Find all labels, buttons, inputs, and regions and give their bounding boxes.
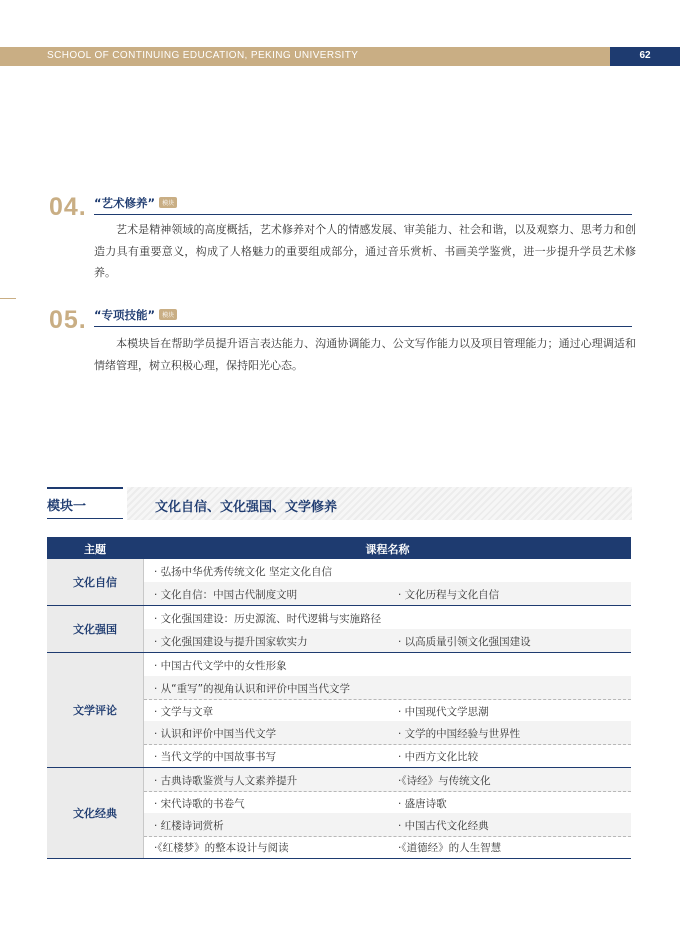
course-cell: · 中国古代文化经典 bbox=[398, 820, 489, 832]
course-cell: · 当代文学的中国故事书写 bbox=[154, 751, 277, 763]
course-cell: · 文化强国建设与提升国家软实力 bbox=[154, 636, 308, 648]
group-theme: 文化经典 bbox=[47, 768, 144, 858]
table-row bbox=[144, 582, 631, 605]
course-cell: · 盛唐诗歌 bbox=[398, 798, 447, 810]
header-school-name: SCHOOL OF CONTINUING EDUCATION, PEKING UNIVERSITY bbox=[47, 50, 359, 61]
course-cell: · 认识和评价中国当代文学 bbox=[154, 728, 277, 740]
header-page-box bbox=[610, 47, 680, 66]
group-theme: 文化强国 bbox=[47, 606, 144, 652]
header-theme: 主题 bbox=[84, 543, 106, 556]
table-row bbox=[144, 629, 631, 652]
group-theme: 文化自信 bbox=[47, 559, 144, 605]
course-cell: · 红楼诗词赏析 bbox=[154, 820, 224, 832]
table-row bbox=[144, 744, 631, 767]
table-row bbox=[144, 559, 631, 583]
table-row bbox=[144, 606, 631, 630]
table-row bbox=[144, 676, 631, 700]
course-cell: · 文化自信：中国古代制度文明 bbox=[154, 589, 298, 601]
course-cell: · 宋代诗歌的书卷气 bbox=[154, 798, 245, 810]
page-header bbox=[0, 47, 680, 66]
table-row bbox=[144, 699, 631, 723]
module-title: 文化自信、文化强国、文学修养 bbox=[155, 500, 338, 515]
course-cell: · 文化强国建设：历史源流、时代逻辑与实施路径 bbox=[154, 613, 382, 625]
course-cell: ·《诗经》与传统文化 bbox=[398, 775, 491, 787]
section-number: 04. bbox=[49, 193, 87, 221]
section-title bbox=[94, 307, 177, 323]
course-cell: · 中国古代文学中的女性形象 bbox=[154, 660, 287, 672]
course-cell: ·《红楼梦》的整本设计与阅读 bbox=[154, 842, 289, 854]
course-cell: · 弘扬中华优秀传统文化 坚定文化自信 bbox=[154, 566, 333, 578]
course-cell: · 从“重写”的视角认识和评价中国当代文学 bbox=[154, 683, 351, 695]
course-cell: ·《道德经》的人生智慧 bbox=[398, 842, 502, 854]
course-cell: · 文化历程与文化自信 bbox=[398, 589, 500, 601]
section-title bbox=[94, 195, 177, 211]
section-body: 本模块旨在帮助学员提升语言表达能力、沟通协调能力、公文写作能力以及项目管理能力；通过心理调适和情绪管理，树立积极心理，保持阳光心态。 bbox=[94, 337, 636, 372]
module-label-rule-bottom bbox=[47, 518, 123, 519]
group-theme: 文学评论 bbox=[47, 653, 144, 767]
table-group bbox=[47, 559, 631, 606]
page-number: 62 bbox=[639, 50, 651, 61]
course-cell: · 中国现代文学思潮 bbox=[398, 706, 489, 718]
table-row bbox=[144, 653, 631, 677]
module-label-rule-top bbox=[47, 487, 123, 489]
section-rule bbox=[94, 326, 632, 327]
table-row bbox=[144, 791, 631, 815]
table-row bbox=[144, 835, 631, 858]
margin-mark bbox=[0, 298, 16, 299]
course-cell: · 文学与文章 bbox=[154, 706, 214, 718]
module-label: 模块一 bbox=[47, 499, 87, 514]
section-rule bbox=[94, 214, 632, 215]
course-cell: · 古典诗歌鉴赏与人文素养提升 bbox=[154, 775, 298, 787]
section-title-text: “艺术修养” bbox=[94, 196, 156, 210]
table-row bbox=[144, 813, 631, 837]
section-badge: 模块 bbox=[159, 197, 177, 208]
course-cell: · 文学的中国经验与世界性 bbox=[398, 728, 521, 740]
course-cell: · 以高质量引领文化强国建设 bbox=[398, 636, 531, 648]
course-cell: · 中西方文化比较 bbox=[398, 751, 479, 763]
header-school-band bbox=[0, 47, 610, 66]
header-course-name: 课程名称 bbox=[365, 543, 410, 556]
table-group bbox=[47, 606, 631, 653]
table-row bbox=[144, 768, 631, 792]
table-header bbox=[47, 537, 631, 559]
section-badge: 模块 bbox=[159, 309, 177, 320]
table-group bbox=[47, 653, 631, 768]
section-body: 艺术是精神领域的高度概括，艺术修养对个人的情感发展、审美能力、社会和谐，以及观察力、思考力和创造力具有重要意义，构成了人格魅力的重要组成部分，通过音乐赏析、书画美学鉴赏，进一步提升学员艺术修养。 bbox=[94, 223, 636, 279]
section-number: 05. bbox=[49, 306, 87, 334]
section-title-text: “专项技能” bbox=[94, 308, 156, 322]
table-row bbox=[144, 721, 631, 745]
table-group bbox=[47, 768, 631, 859]
